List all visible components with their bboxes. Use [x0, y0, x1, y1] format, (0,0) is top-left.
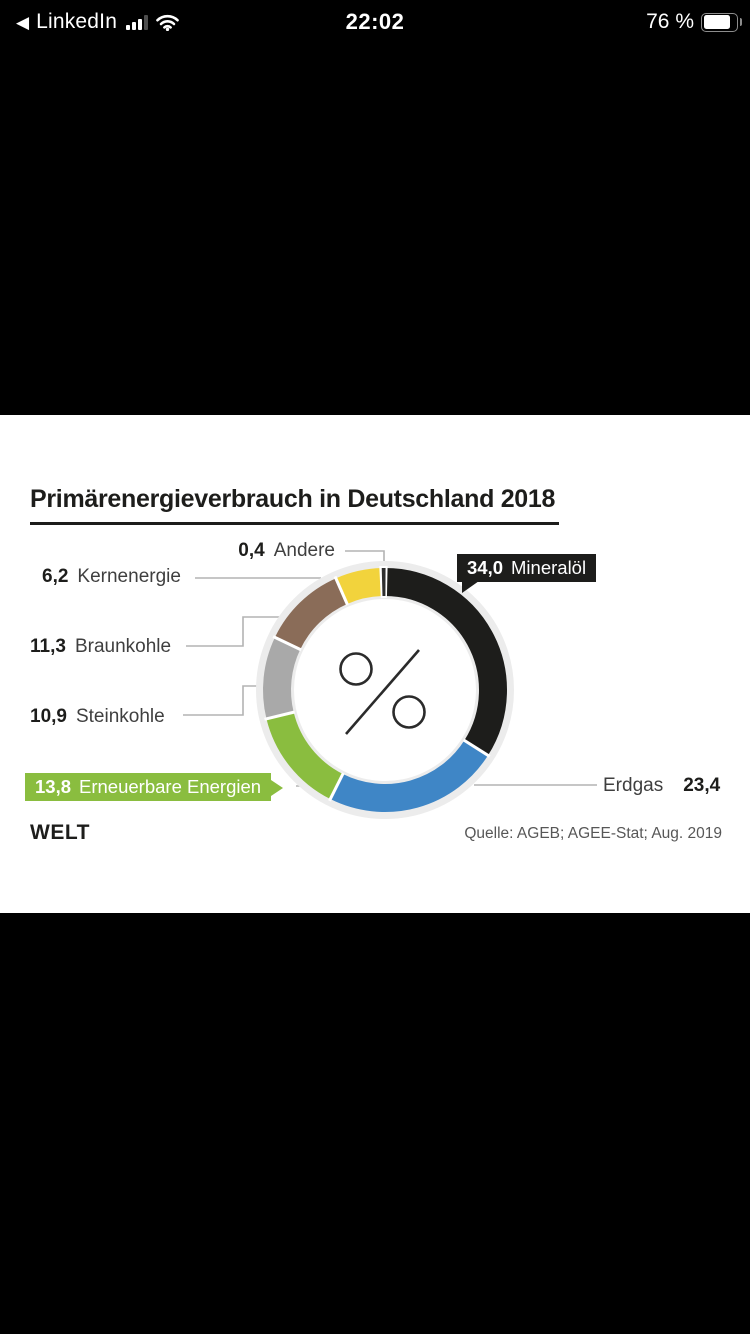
connector-steinkohle	[183, 686, 259, 715]
label-erneuerbare-energien	[25, 773, 271, 801]
battery-percent-label: 76 %	[646, 10, 694, 33]
value-steinkohle: 10,9	[30, 706, 67, 727]
source-text: Quelle: AGEB; AGEE-Stat; Aug. 2019	[464, 825, 722, 842]
value-andere: 0,4	[238, 540, 265, 561]
label-braunkohle	[30, 636, 171, 658]
value-braunkohle: 11,3	[30, 636, 66, 657]
label-kernenergie	[42, 566, 181, 588]
label-erdgas	[603, 775, 720, 797]
name-erneuerbare: Erneuerbare Energien	[79, 776, 262, 797]
name-erdgas: Erdgas	[603, 775, 664, 796]
value-erdgas: 23,4	[683, 775, 721, 796]
name-andere: Andere	[273, 540, 335, 561]
back-app-label: LinkedIn	[36, 10, 118, 33]
back-chevron-icon: ◀	[16, 12, 30, 32]
label-steinkohle	[30, 706, 165, 728]
name-kernenergie: Kernenergie	[77, 566, 181, 587]
value-erneuerbare: 13,8	[35, 776, 72, 797]
status-bar	[0, 0, 750, 44]
donut-arcs	[265, 577, 493, 801]
battery-tip	[740, 18, 743, 26]
infographic-card	[0, 415, 750, 913]
name-braunkohle: Braunkohle	[74, 636, 172, 657]
clock-time: 22:02	[345, 9, 405, 34]
value-mineraloel: 34,0	[467, 557, 504, 578]
name-steinkohle: Steinkohle	[75, 706, 165, 727]
label-andere	[0, 540, 335, 562]
battery-icon	[701, 13, 738, 32]
name-mineraloel: Mineralöl	[511, 557, 587, 578]
value-kernenergie: 6,2	[42, 566, 69, 587]
battery-fill	[704, 15, 731, 29]
welt-logo: WELT	[30, 821, 90, 844]
chart-title: Primärenergieverbrauch in Deutschland 2018	[30, 485, 559, 525]
label-mineraloel	[457, 554, 596, 582]
